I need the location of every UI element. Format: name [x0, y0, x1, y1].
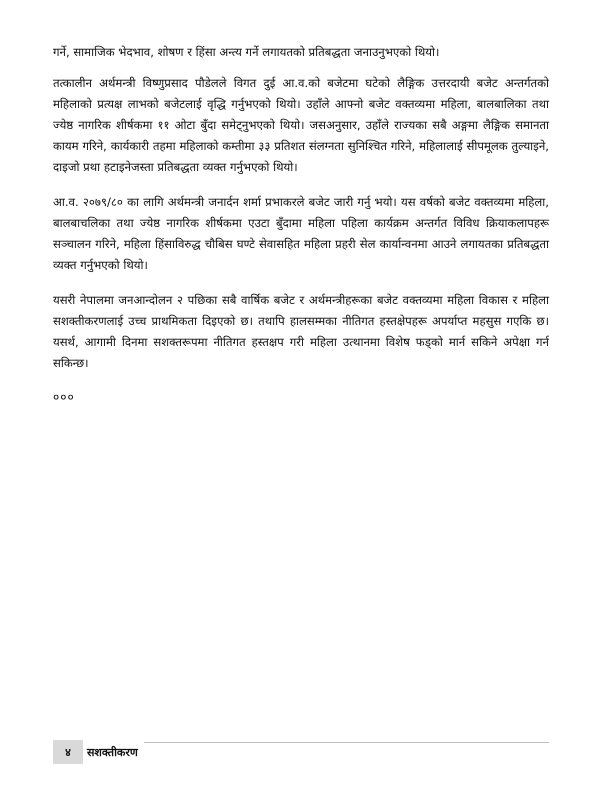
paragraph-2: तत्कालीन अर्थमन्त्री विष्णुप्रसाद पौडेलले विगत दुई आ.व.को बजेटमा घटेको लैङ्गिक उत्तरदायी बजेट अन्तर्गतको महिलाको प्रत्यक्ष लाभको बजेटलाई वृद्धि गर्नुभएको थियो। उहाँले आफ्नो बजेट वक्तव्यमा महिला, बालबालिका तथा ज्येष्ठ नागरिक शीर्षकमा ११ ओटा बुँदा समेट्नुभएको थियो। जसअनुसार, उहाँले राज्यका सबै अङ्गमा लैङ्गिक समानता कायम गरिने, कार्यकारी तहमा महिलाको कम्तीमा ३३ प्रतिशत संलग्नता सुनिश्चित गरिने, महिलालाई सीपमूलक तुल्याइने, दाइजो प्रथा हटाइनेजस्ता प्रतिबद्धता व्यक्त गर्नुभएको थियो।: [53, 76, 549, 174]
page-number: ४: [65, 745, 71, 759]
page-content: [53, 42, 549, 406]
paragraph-1: गर्ने, सामाजिक भेदभाव, शोषण र हिंसा अन्त्य गर्ने लगायतको प्रतिबद्धता जनाउनुभएको थियो।: [53, 45, 440, 59]
end-mark: ०००: [53, 390, 75, 404]
paragraph-4: यसरी नेपालमा जनआन्दोलन २ पछिका सबै वार्षिक बजेट र अर्थमन्त्रीहरूका बजेट वक्तव्यमा महिला विकास र महिला सशक्तीकरणलाई उच्च प्राथमिकता दिइएको छ। तथापि हालसम्मका नीतिगत हस्तक्षेपहरू अपर्याप्त महसुस गएकि छ। यसर्थ, आगामी दिनमा सशक्तरूपमा नीतिगत हस्तक्षप गरी महिला उत्थानमा विशेष फड्को मार्न सकिने अपेक्षा गर्न सकिन्छ।: [53, 293, 549, 370]
footer-section-title: सशक्तीकरण: [87, 745, 138, 759]
page-footer: [53, 740, 549, 764]
paragraph-3: आ.व. २०७९/८० का लागि अर्थमन्त्री जनार्दन शर्मा प्रभाकरले बजेट जारी गर्नु भयो। यस वर्षको बजेट वक्तव्यमा महिला, बालबाचलिका तथा ज्येष्ठ नागरिक शीर्षकमा एउटा बुँदामा महिला पहिला कार्यक्रम अन्तर्गत विविध क्रियाकलापहरू सञ्चालन गरिने, महिला हिंसाविरुद्ध चौबिस घण्टे सेवासहित महिला प्रहरी सेल कार्यान्वनमा आउने लगायतका प्रतिबद्धता व्यक्त गर्नुभएको थियो।: [53, 195, 549, 272]
footer-rule: [144, 742, 549, 743]
page-number-box: [53, 740, 83, 764]
